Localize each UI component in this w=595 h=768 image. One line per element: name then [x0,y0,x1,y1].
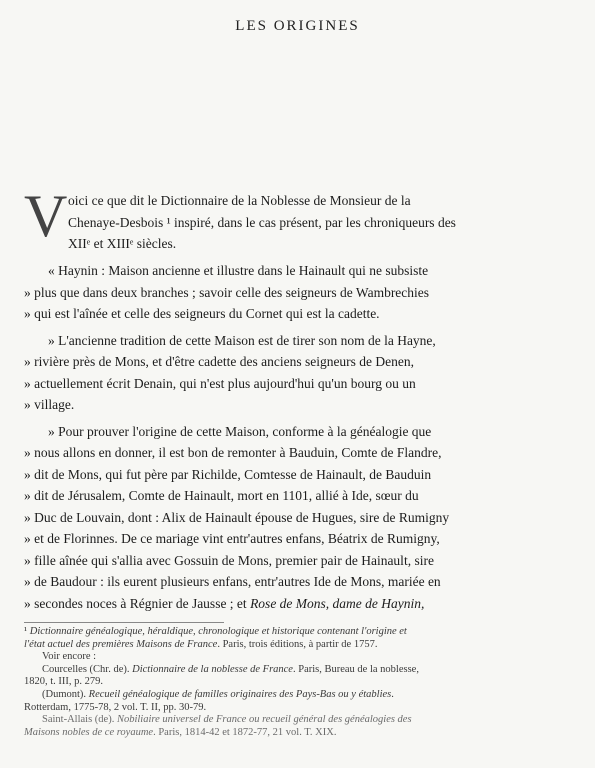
text-line: » qui est l'aînée et celle des seigneurs du Cornet qui est la cadette. [24,306,380,321]
opening-paragraph [24,183,579,251]
reference-title: Dictionnaire de la noblesse de France [132,663,293,675]
footnote-title: l'état actuel des premières Maisons de France [24,638,218,650]
text-line: » de Baudour : ils eurent plusieurs enfans, entr'autres Ide de Mons, mariée en [24,574,441,589]
quote-paragraph-3 [24,421,579,615]
quote-paragraph-2 [24,330,579,416]
reference-3 [24,714,584,727]
reference-author: (Dumont). [42,688,89,700]
text-line [24,593,579,615]
reference-text: . Paris, 1814-42 et 1872-77, 21 vol. T. XIX. [153,726,337,738]
text-line: » plus que dans deux branches ; savoir celle des seigneurs de Wambrechies [24,284,430,300]
reference-text: . [391,688,394,700]
reference-title: Nobiliaire universel de France ou recueil général des généalogies des [116,714,412,726]
reference-title: Maisons nobles de ce royaume [24,726,154,738]
text-line: » et de Florinnes. De ce mariage vint entr'autres enfans, Béatrix de Rumigny, [24,531,440,546]
reference-text: . Paris, Bureau de la noblesse, [292,663,419,675]
text-line: » rivière près de Mons, et d'être cadette des anciens seigneurs de Denen, [24,354,415,369]
reference-2-cont: Rotterdam, 1775-78, 2 vol. T. II, pp. 30-79. [24,701,207,713]
text-line: » dit de Mons, qui fut père par Richilde, Comtesse de Hainault, de Bauduin [24,466,432,482]
drop-cap: V [24,183,68,249]
italic-fragment: Rose de Mons, dame de Haynin, [250,595,425,611]
text-line: » L'ancienne tradition de cette Maison est de tirer son nom de la Hayne, [48,332,436,348]
see-also-label: Voir encore : [42,651,97,663]
reference-1 [24,664,584,677]
text-line: « Haynin : Maison ancienne et illustre dans le Hainault qui ne subsiste [48,263,429,278]
text-line: » village. [24,397,75,412]
reference-3-cont [24,727,584,740]
text-line: » nous allons en donner, il est bon de remonter à Bauduin, Comte de Flandre, [24,445,442,460]
footnote-divider [24,622,224,623]
footnote-1 [24,626,584,639]
footnotes [24,626,584,739]
reference-author: Saint-Allais (de). [42,714,117,726]
text-line: » dit de Jérusalem, Comte de Hainault, mort en 1101, allié à Ide, sœur du [24,488,419,503]
text-line: » Pour prouver l'origine de cette Maison, conforme à la généalogie que [48,423,432,439]
reference-author: Courcelles (Chr. de). [42,663,133,675]
reference-title: Recueil généalogique de familles originaires des Pays-Bas ou y établies [88,688,392,700]
footnote-marker: ¹ [24,626,28,637]
footnote-title: Dictionnaire généalogique, héraldique, chronologique et historique contenant l'origine et [29,626,407,637]
quote-paragraph-1 [24,260,579,325]
chapter-title: LES ORIGINES [235,18,360,34]
text-fragment: » secondes noces à Régnier de Jausse ; et [24,595,251,611]
text-line: XIIᵉ et XIIIᵉ siècles. [68,236,177,251]
reference-1-cont: 1820, t. III, p. 279. [24,676,104,688]
text-line: » actuellement écrit Denain, qui n'est plus aujourd'hui qu'un bourg ou un [24,375,416,391]
text-line: Chenaye-Desbois ¹ inspiré, dans le cas présent, par les chroniqueurs des [68,214,456,230]
text-line: » Duc de Louvain, dont : Alix de Hainault épouse de Hugues, sire de Rumigny [24,509,450,525]
text-line: oici ce que dit le Dictionnaire de la Noblesse de Monsieur de la [68,193,411,208]
main-text [24,183,579,614]
reference-2 [24,689,584,702]
footnote-text: . Paris, trois éditions, à partir de 1757. [217,638,378,650]
footnote-1-cont [24,639,584,652]
text-line: » fille aînée qui s'allia avec Gossuin de Mons, premier pair de Hainault, sire [24,552,434,568]
